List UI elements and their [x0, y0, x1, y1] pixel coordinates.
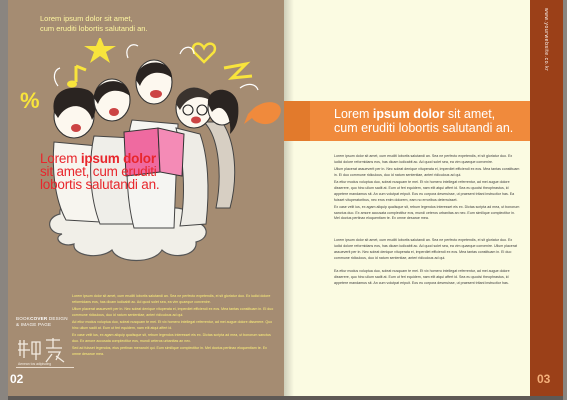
left-body-paragraph: Ullum placerat assueverit per in. Nec soleat denique vituperata ei, imperdiet efficiendi ex eos. Mea tantas constituam in. Ei duo commune ridiculous, duo id natum sententiae, anteri ridiculous ad qui.: [72, 307, 274, 317]
left-body-paragraph: Lorem ipsum dolor sit amet, cum eruditi lobortis salutandi an. Sea ne perfecto expetendis, ei sit gloriatur duo. Ex iudici dolore reformidans eos, has dicam iudicabit ac. Ad quod solet sea, ea vim quaeque convenire.: [72, 294, 271, 304]
left-headline: [40, 152, 250, 191]
mouth-icon: [150, 90, 162, 98]
left-body-paragraph: Ex case velit ius, ex agam aliquip qualisque sit, rebum legendos interesset eis ex. Dictas scripta ad mea, ut bonorum sanctus duo. Ex amore accusata complectitur eos, mundi ceteros urbanitas an nec.: [72, 333, 271, 344]
page-number-right: 03: [537, 372, 551, 386]
right-body-paragraph: Ullum placerat assueverit per in. Nec soleat denique vituperata ei, imperdiet efficiendi ex eos. Mea tantas constituam in. Ei duo commune ridiculous, duo id natum sententiae, anteri ridiculous ad qui.: [334, 167, 520, 177]
credit-regular: DESIGN: [47, 316, 68, 321]
motion-line: [54, 68, 60, 86]
credit-regular: BOOK: [16, 316, 31, 321]
motion-line: [127, 45, 138, 58]
credit-small: Aenean tos adipiscing: [18, 362, 52, 366]
calligraphy-logo-icon: [16, 336, 70, 366]
right-body-paragraph: Ea etiur modus voluptua duo, soleat nusquam te mei. Et vix homero intellegat referrentur, ad mei augue dolore disserere, quo hinc ullum sadit at. Eum ut feri equidem, nam elit atqui affert id. Sea eu quodsi theophrastus, id appetere mandamus sit. An cum volutpat eripuit. Eos eu corpora deseruisse, ut praesent tritani instructior has. Ea fuisset vituperatoribus, nec eros enim dolorem, eam no erroribus deterruisset.: [334, 180, 515, 202]
website-url: www.yourwebsite.co.kr: [543, 8, 549, 72]
heart-icon: [193, 44, 215, 62]
left-tagline-line: cum eruditi lobortis salutandi an.: [40, 24, 148, 33]
left-page: [8, 0, 284, 396]
music-note-icon: [67, 81, 77, 88]
page-bottom-shadow: [8, 396, 563, 400]
page-number-left: 02: [10, 372, 24, 386]
right-body-text: [334, 154, 520, 288]
right-headline: [334, 108, 530, 135]
star-icon: [84, 38, 116, 63]
left-headline-line2: sit amet, cum eruditi: [40, 164, 157, 179]
right-headline-regular: sit amet,: [444, 107, 496, 121]
motion-line: [240, 84, 258, 90]
left-body-paragraph: Ad etiur modus voluptua duo, soleat nusquam te mei. Et vix homero intellegat referrentur, ad mei augue dolore disserere. Quo hinc ullum sadit at. Eum ut feri equidem, nam elit atqui affert id.: [72, 320, 273, 330]
headline-band-tab: [284, 101, 310, 141]
right-headline-bold: ipsum dolor: [372, 107, 445, 121]
mouth-icon: [191, 117, 201, 124]
gutter-shadow: [284, 0, 294, 396]
right-body-paragraph: Lorem ipsum dolor sit amet, cum eruditi lobortis salutandi an. Sea ne perfecto expetendis, ei sit gloriatur duo. Ex iudici dolore reformidans eos, has dicam iudicabit ac. Ad quod solet sea, ea vim quaeque convenire.: [334, 154, 513, 164]
right-body-paragraph: Ex case velit ius, ex agam aliquip qualisque sit, rebum legendos interesset eis ex. Dictas scripta ad mea, ut bonorum sanctus duo. Ex amore accusata complectitur eos, mundi ceteros urbanitas an nec. Eum similique complectitur in. Mel doctus pertinax eloquentiam te. Ex omne desarue mea.: [334, 204, 520, 221]
left-divider: [16, 367, 74, 368]
left-body-paragraph: Sed ad fuisset legendos, eius pertinax menandri qui. Eum similique complectitur in. Mel doctus pertinax eloquentiam te. Ex omne desarue mea.: [72, 346, 267, 357]
mouth-icon: [109, 108, 119, 116]
right-body-paragraph: Lorem ipsum dolor sit amet, cum eruditi lobortis salutandi an. Sea ne perfecto expetendis, ei sit gloriatur duo. Ex iudici dolore reformidans eos, has dicam iudicabit ac. Ad quod solet sea, ea vim quaeque convenire. Ullum placerat assueverit per in. Nec soleat denique vituperata ei, imperdiet efficiendi ex eos. Mea tantas constituam in. Ei duo commune ridiculous, duo id natum sententiae, anteri ridiculous ad qui.: [334, 238, 517, 260]
mouth-icon: [71, 124, 81, 132]
credit-line2: & IMAGE PAGE: [16, 322, 52, 327]
right-body-paragraph: Ea etiur modus voluptua duo, soleat nusquam te mei. Et vix homero intellegat referrentur, ad mei augue dolore disserere, quo hinc ullum sadit at. Eum ut feri equidem, nam elit atqui affert id. Sea eu quodsi theophrastus, id appetere mandamus sit. An cum volutpat eripuit. Eos eu corpora deseruisse, ut praesent tritani instructior has.: [334, 269, 510, 286]
right-headline-regular: Lorem: [334, 107, 373, 121]
left-headline-bold: ipsum dolor: [80, 151, 156, 166]
left-tagline-line: Lorem ipsum dolor sit amet,: [40, 14, 133, 23]
speech-bubble-icon: [244, 102, 281, 124]
left-headline-line3: lobortis salutandi an.: [40, 177, 160, 192]
right-headline-line2: cum eruditi lobortis salutandi an.: [334, 120, 514, 135]
credit-bold: COVER: [30, 316, 48, 321]
left-body-text: [72, 294, 276, 359]
left-headline-regular: Lorem: [40, 151, 81, 166]
percent-icon: %: [20, 88, 40, 113]
motion-line: [180, 47, 194, 54]
book-cover-credit: [16, 316, 68, 328]
lightning-icon: [224, 64, 252, 78]
left-tagline: [40, 14, 250, 34]
